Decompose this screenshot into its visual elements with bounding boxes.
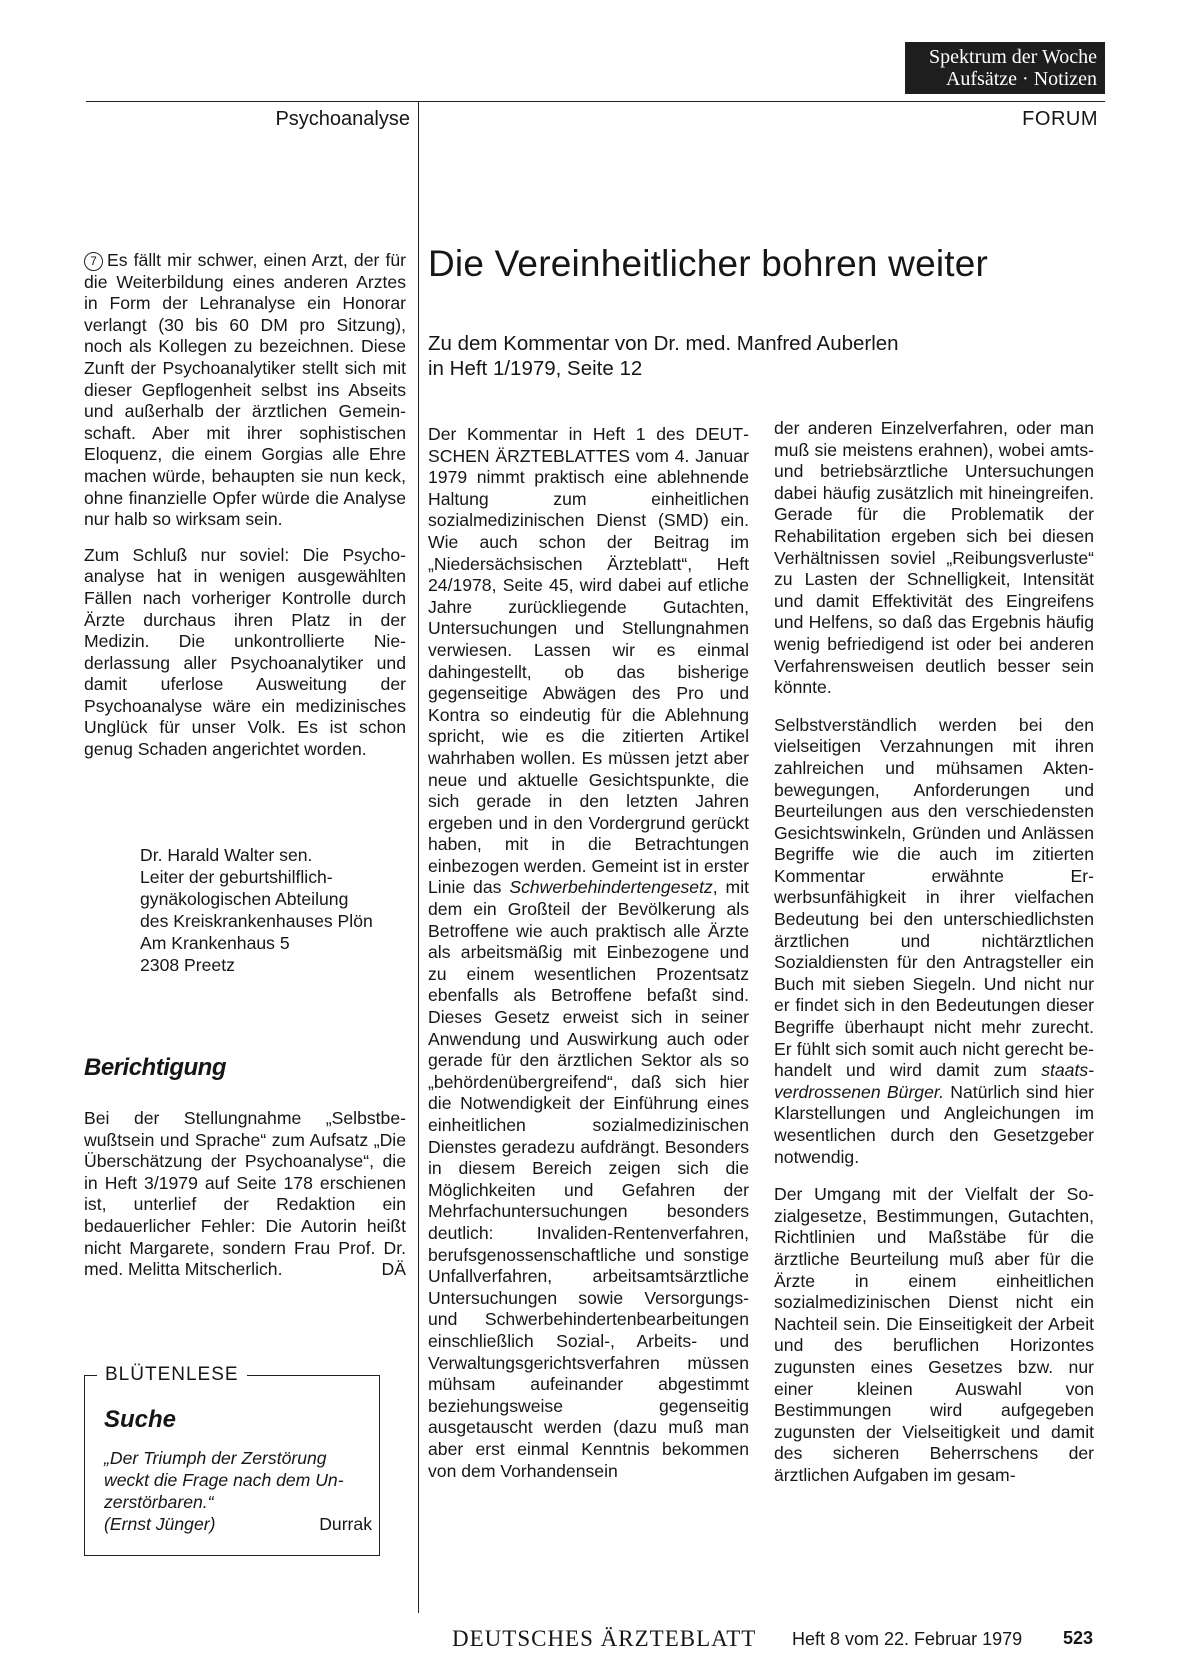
subheading-line-1: Zu dem Kommentar von Dr. med. Manfred Auberlen — [428, 332, 899, 355]
section-title-right: FORUM — [1022, 108, 1098, 130]
signature-line: Am Krankenhaus 5 — [140, 933, 290, 953]
article-subheading — [428, 331, 899, 381]
section-title-left: Psychoanalyse — [275, 108, 410, 130]
point-number-badge: 7 — [84, 252, 103, 271]
correction-sign: DÄ — [381, 1259, 406, 1280]
signature-line: 2308 Preetz — [140, 955, 235, 975]
correction-text — [84, 1108, 406, 1281]
page-number: 523 — [1063, 1628, 1094, 1648]
correction-heading: Berichtigung — [84, 1054, 226, 1081]
quote-author: Durrak — [319, 1514, 372, 1534]
signature-line: gynäkologischen Abteilung — [140, 889, 349, 909]
column-divider — [418, 101, 419, 1613]
signature-line: Leiter der geburtshilflich- — [140, 867, 333, 887]
letter-paragraph-2: Zum Schluß nur soviel: Die Psychoanalyse hat in wenigen ausgewählten Fällen nach vorheriger Kontrolle durch Ärzte durchaus ihren Platz in der Medizin. Die unkontrollierte Niederlassung aller Psychoanalytiker und damit uferlose Ausweitung der Psychoanalyse wäre ein medizinisches Unglück für unser Volk. Es ist schon genug Schaden angerichtet worden. — [84, 544, 406, 760]
article-column-1 — [428, 424, 749, 1482]
correction-paragraph: Bei der Stellungnahme „Selbstbewußtsein und Sprache“ zum Aufsatz „Die Überschätzung der Psychoanalyse“, die in Heft 3/1979 auf Seite 178 erschienen ist, unterlief der Redaktion ein bedauerlicher Fehler: Die Autorin heißt nicht Margarete, sondern Frau Prof. Dr. med. Melitta Mitscherlich. DÄ — [84, 1108, 406, 1280]
section-badge — [905, 42, 1105, 94]
emphasis-text: staatsverdrossenen Bürger. — [774, 1060, 1094, 1102]
article-headline: Die Vereinheitlicher bohren weiter — [428, 243, 989, 284]
letter-paragraph-1: 7 Es fällt mir schwer, einen Arzt, der für die Weiterbildung eines anderen Arztes in Form der Lehranalyse ein Honorar verlangt (30 bis 60 DM pro Sitzung), noch als Kollegen zu bezeichnen. Diese Zunft der Psychoanalytiker stellt sich mit dieser Gepflogenheit selbst ins Abseits und außerhalb der ärztlichen Gemeinschaft. Aber mit ihrer sophistischen Eloquenz, die einem Gorgias alle Ehre machen würde, behaupten sie nun keck, ohne finanzielle Opfer würde die Analyse nur halb so wirksam sein. — [84, 250, 406, 530]
letter-text — [84, 250, 406, 775]
quote-text — [104, 1447, 372, 1535]
badge-line-1: Spektrum der Woche — [929, 46, 1097, 68]
journal-name: DEUTSCHES ÄRZTEBLATT — [452, 1626, 757, 1651]
article-paragraph: Der Kommentar in Heft 1 des DEUTSCHEN ÄRZTEBLATTES vom 4. Januar 1979 nimmt praktisch eine ablehnende Haltung zum einheitlichen sozialmedizinischen Dienst (SMD) ein. Wie auch schon der Beitrag im „Niedersächsischen Ärzteblatt“, Heft 24/1978, Seite 45, wird dabei auf etliche Jahre zurückliegende Gutachten, Untersuchungen und Stellungnahmen verwiesen. Lassen wir es einmal dahingestellt, ob das bisherige gegenseitige Abwägen des Pro und Kontra so eindeutig für die Ablehnung spricht, wie es die zitierten Artikel wahrhaben wollen. Es müssen jetzt aber neue und aktuelle Gesichtspunkte, die sich gerade in den letzten Jahren ergeben und in den Vordergrund gerückt haben, mit in die Betrachtungen einbezogen werden. Gemeint ist in erster Linie das Schwerbehindertengesetz, mit dem ein Großteil der Bevölkerung als Betroffene wie auch praktisch alle Ärzte als arbeitsmäßig mit Einbezogene und zu einem wesentlichen Prozentsatz ebenfalls als Betroffene befaßt sind. Dieses Gesetz erweist sich in seiner Anwendung und Auswirkung auch oder gerade für den ärztlichen Sektor als so „behördenübergreifend“, daß sich hier die Notwendigkeit der Einführung eines einheitlichen sozialmedizinischen Dienstes geradezu aufdrängt. Besonders in diesem Bereich zeigen sich die Möglichkeiten und Gefahren der Mehrfachuntersuchungen besonders deutlich: Invaliden-Rentenverfahren, berufsgenossenschaftliche und sonstige Unfallverfahren, arbeitsamtsärztliche Untersuchungen sowie Versorgungs- und Schwerbehindertenbearbeitungen einschließlich Sozial-, Arbeits- und Verwaltungsgerichtsverfahren müssen mühsam aufeinander abgestimmt beziehungsweise gegenseitig ausgetauscht werden (dazu muß man aber erst einmal Kenntnis bekommen von dem Vorhandensein — [428, 424, 749, 1481]
quote-box-label: BLÜTENLESE — [101, 1364, 243, 1386]
signature-line: Dr. Harald Walter sen. — [140, 845, 313, 865]
quote-source: (Ernst Jünger) — [104, 1514, 216, 1534]
quote-box-title: Suche — [104, 1406, 177, 1433]
article-column-2 — [774, 418, 1094, 1501]
issue-info: Heft 8 vom 22. Februar 1979 — [792, 1629, 1023, 1649]
header-rule — [86, 101, 1105, 102]
letter-signature — [140, 844, 373, 976]
quote-box-border — [247, 1375, 380, 1376]
quote-body: „Der Triumph der Zerstörung weckt die Frage nach dem Unzerstörbaren.“ — [104, 1448, 344, 1512]
article-paragraph: Selbstverständlich werden bei den vielseitigen Verzahnungen mit ihren zahlreichen und mühsamen Aktenbewegungen, Anforderungen und Beurteilungen aus den verschiedensten Gesichtswinkeln, Gründen und Anlässen Begriffe wie die auch im zitierten Kommentar erwähnte Erwerbsunfähigkeit in ihrer vielfachen Bedeutung bei den unterschiedlichsten ärztlichen und nichtärztlichen Sozialdiensten für den Antragsteller ein Buch mit sieben Siegeln. Und nicht nur er findet sich in den Bedeutungen dieser Begriffe überhaupt nicht mehr zurecht. Er fühlt sich somit auch nicht gerecht behandelt und wird damit zum staatsverdrossenen Bürger. Natürlich sind hier Klarstellungen und Angleichungen im wesentlichen durch den Gesetzgeber notwendig. — [774, 714, 1094, 1167]
article-paragraph: der anderen Einzelverfahren, oder man muß sie meistens erahnen), wobei amts- und betriebsärztliche Untersuchungen dabei häufig zusätzlich mit hineingreifen. Gerade für die Problematik der Rehabilitation ergeben sich bei diesen Verhältnissen soviel „Reibungsverluste“ zu Lasten der Schnelligkeit, Intensität und damit Effektivität des Eingreifens und Helfens, so daß das Ergebnis häufig wenig befriedigend ist oder bei anderen Verfahrensweisen deutlich besser sein könnte. — [774, 418, 1094, 698]
law-name: Schwerbehindertengesetz — [509, 877, 713, 898]
signature-line: des Kreiskrankenhauses Plön — [140, 911, 373, 931]
badge-line-2: Aufsätze · Notizen — [945, 68, 1097, 90]
article-paragraph: Der Umgang mit der Vielfalt der Sozialgesetze, Bestimmungen, Gutachten, Richtlinien und Maßstäbe für die ärztliche Beurteilung muß aber für die Ärzte in einem einheitlichen sozialmedizinischen Dienst nicht ein Nachteil sein. Die Einseitigkeit der Arbeit und des beruflichen Horizontes zugunsten eines Gesetzes bzw. nur einer kleinen Auswahl von Bestimmungen wird aufgegeben zugunsten der Vielseitigkeit und damit des sicheren Beherrschens der ärztlichen Aufgaben im gesam- — [774, 1184, 1094, 1485]
subheading-line-2: in Heft 1/1979, Seite 12 — [428, 357, 643, 380]
quote-box-border — [84, 1375, 97, 1376]
